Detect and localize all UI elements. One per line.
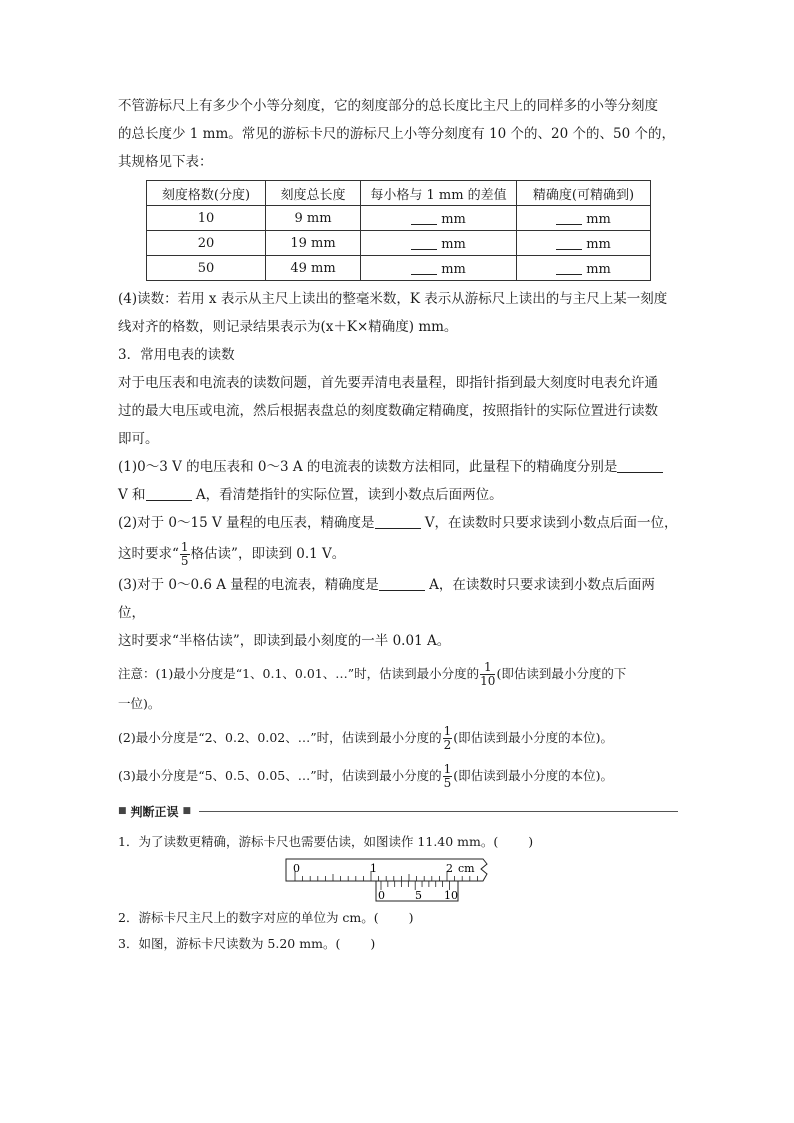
unit-label: mm xyxy=(586,211,611,227)
square-bullet-icon: ■ xyxy=(118,806,127,816)
answer-blank[interactable] xyxy=(556,210,582,225)
meters-item-1a: (1)0～3 V 的电压表和 0～3 A 的电流表的读数方法相同，此量程下的精确度分别是 xyxy=(118,453,678,481)
intro-line-3: 其规格见下表： xyxy=(118,154,213,170)
main-label-unit: cm xyxy=(458,862,475,875)
square-bullet-icon: ■ xyxy=(182,806,192,816)
note-2: (2)最小分度是“2、0.2、0.02、…”时，估读到最小分度的 $\frac{1}{2}$ (即估读到最小分度的本位)。 xyxy=(118,724,614,752)
table-cell-difference xyxy=(361,256,517,281)
reading-line-2: 线对齐的格数，则记录结果表示为(x＋K×精确度) mm。 xyxy=(118,319,458,335)
answer-blank[interactable] xyxy=(556,260,582,275)
table-cell-precision xyxy=(517,206,651,231)
fraction: $\frac{1}{10}$ xyxy=(480,660,496,688)
section-judgement xyxy=(118,801,678,821)
table-row xyxy=(147,231,651,256)
table-cell-length: 19 mm xyxy=(266,231,361,256)
fraction: $\frac{1}{5}$ xyxy=(443,762,452,790)
unit-label: mm xyxy=(441,236,466,252)
unit-label: mm xyxy=(441,261,466,277)
answer-blank[interactable] xyxy=(617,458,663,473)
answer-blank[interactable] xyxy=(375,514,421,529)
answer-blank[interactable] xyxy=(411,210,437,225)
table-header: 刻度格数(分度) xyxy=(147,181,266,206)
intro-line-2: 的总长度少 1 mm。常见的游标卡尺的游标尺上小等分刻度有 10 个的、20 个的、50 个的， xyxy=(118,126,675,142)
vernier-caliper-figure xyxy=(118,855,678,905)
unit-label: mm xyxy=(586,261,611,277)
table-cell-precision xyxy=(517,256,651,281)
table-cell-length: 9 mm xyxy=(266,206,361,231)
meters-item-2a: (2)对于 0～15 V 量程的电压表，精确度是 V，在读数时只要求读到小数点后面一位， xyxy=(118,515,678,531)
vernier-spec-table xyxy=(146,180,651,281)
vernier-caliper-diagram xyxy=(285,855,491,903)
meters-item-2b: 这时要求“ $\frac{1}{5}$ 格估读”，即读到 0.1 V。 xyxy=(118,540,346,568)
vernier-label-5: 5 xyxy=(415,889,422,902)
table-cell-length: 49 mm xyxy=(266,256,361,281)
intro-line-1: 不管游标尺上有多少个小等分刻度，它的刻度部分的总长度比主尺上的同样多的小等分刻度 xyxy=(118,98,658,114)
table-cell-divisions: 50 xyxy=(147,256,266,281)
unit-label: mm xyxy=(586,236,611,252)
answer-blank[interactable] xyxy=(411,235,437,250)
table-header: 精确度(可精确到) xyxy=(517,181,651,206)
note-1: 注意：(1)最小分度是“1、0.1、0.01、…”时，估读到最小分度的 $\frac{1}{10}$ (即估读到最小分度的下 xyxy=(118,660,627,688)
meters-paragraph-3: 即可。 xyxy=(118,431,159,447)
table-header: 每小格与 1 mm 的差值 xyxy=(361,181,517,206)
answer-blank[interactable] xyxy=(379,576,425,591)
document-page xyxy=(118,92,678,957)
table-header: 刻度总长度 xyxy=(266,181,361,206)
section-divider xyxy=(199,811,678,812)
section-title: 判断正误 xyxy=(130,804,179,819)
note-3: (3)最小分度是“5、0.5、0.05、…”时，估读到最小分度的 $\frac{1}{5}$ (即估读到最小分度的本位)。 xyxy=(118,762,614,790)
note-1-continued: 一位)。 xyxy=(118,696,161,711)
fraction: $\frac{1}{5}$ xyxy=(180,540,189,568)
answer-blank[interactable] xyxy=(146,486,192,501)
table-cell-precision xyxy=(517,231,651,256)
meters-item-1b: V 和 A，看清楚指针的实际位置，读到小数点后面两位。 xyxy=(118,487,503,503)
meters-item-3b: 这时要求“半格估读”，即读到最小刻度的一半 0.01 A。 xyxy=(118,633,451,649)
vernier-label-0: 0 xyxy=(378,889,385,902)
question-2: 2．游标卡尺主尺上的数字对应的单位为 cm。( ) xyxy=(118,910,414,925)
question-1: 1．为了读数更精确，游标卡尺也需要估读，如图读作 11.40 mm。( ) xyxy=(118,834,534,849)
table-header-row xyxy=(147,181,651,206)
answer-blank[interactable] xyxy=(556,235,582,250)
table-cell-difference xyxy=(361,231,517,256)
meters-paragraph-2: 过的最大电压或电流，然后根据表盘总的刻度数确定精确度，按照指针的实际位置进行读数 xyxy=(118,403,658,419)
reading-line-1: (4)读数：若用 x 表示从主尺上读出的整毫米数，K 表示从游标尺上读出的与主尺上某一刻度 xyxy=(118,291,668,307)
meters-paragraph-1: 对于电压表和电流表的读数问题，首先要弄清电表量程，即指针指到最大刻度时电表允许通 xyxy=(118,375,658,391)
meters-item-3a: (3)对于 0～0.6 A 量程的电流表，精确度是 A，在读数时只要求读到小数点后面两位， xyxy=(118,577,655,621)
table-cell-divisions: 20 xyxy=(147,231,266,256)
main-label-1: 1 xyxy=(370,862,377,875)
fraction: $\frac{1}{2}$ xyxy=(443,724,452,752)
question-3: 3．如图，游标卡尺读数为 5.20 mm。( ) xyxy=(118,936,376,951)
section-heading-meters: 3．常用电表的读数 xyxy=(118,347,235,363)
vernier-label-10: 10 xyxy=(444,889,458,902)
main-label-0: 0 xyxy=(293,862,300,875)
answer-blank[interactable] xyxy=(411,260,437,275)
table-cell-divisions: 10 xyxy=(147,206,266,231)
table-row xyxy=(147,256,651,281)
unit-label: mm xyxy=(441,211,466,227)
table-row xyxy=(147,206,651,231)
table-cell-difference xyxy=(361,206,517,231)
main-label-2: 2 xyxy=(446,862,453,875)
